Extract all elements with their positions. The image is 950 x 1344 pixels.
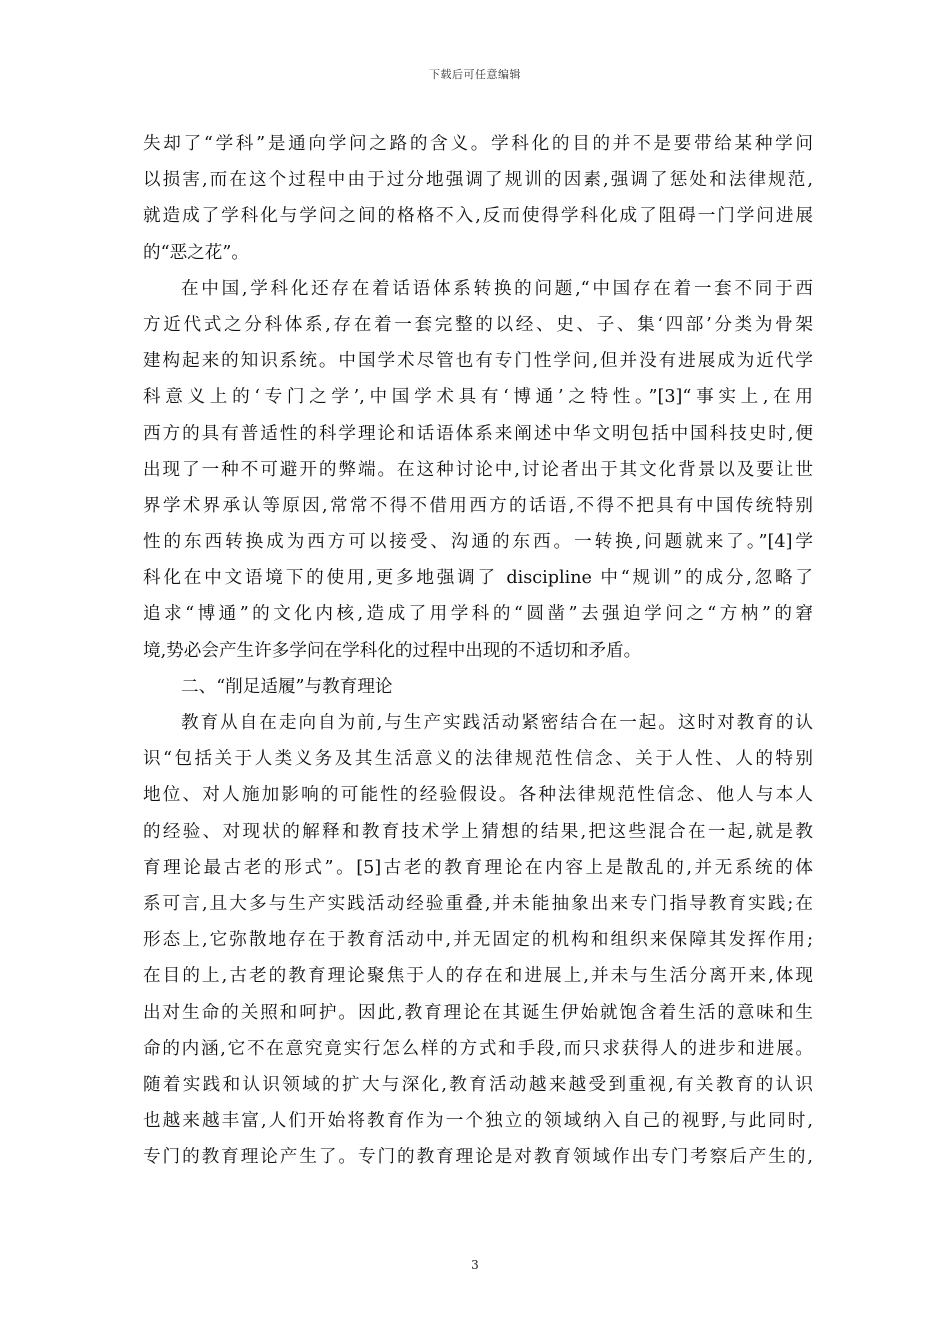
text-line: 也越来越丰富,人们开始将教育作为一个独立的领域纳入自己的视野,与此同时,: [143, 1111, 813, 1132]
text-line: 西方的具有普适性的科学理论和话语体系来阐述中华文明包括中国科技史时,便: [143, 423, 813, 444]
text-line: 地位、对人施加影响的可能性的经验假设。各种法律规范性信念、他人与本人: [143, 785, 813, 806]
text-line: 的经验、对现状的解释和教育技术学上猜想的结果,把这些混合在一起,就是教: [143, 821, 813, 842]
text-line: 形态上,它弥散地存在于教育活动中,并无固定的机构和组织来保障其发挥作用;: [143, 930, 813, 951]
text-line: 育理论最古老的形式”。[5]古老的教育理论在内容上是散乱的,并无系统的体: [143, 857, 813, 878]
text-line: 建构起来的知识系统。中国学术尽管也有专门性学问,但并没有进展成为近代学: [143, 351, 813, 372]
text-line: 以损害,而在这个过程中由于过分地强调了规训的因素,强调了惩处和法律规范,: [143, 170, 813, 191]
text-line: 命的内涵,它不在意究竟实行怎么样的方式和手段,而只求获得人的进步和进展。: [143, 1038, 813, 1059]
text-line: 科意义上的‘专门之学’,中国学术具有‘博通’之特性。”[3]“事实上,在用: [143, 387, 813, 408]
text-line: 教育从自在走向自为前,与生产实践活动紧密结合在一起。这时对教育的认: [181, 713, 813, 733]
text-line: 就造成了学科化与学问之间的格格不入,反而使得学科化成了阻碍一门学问进展: [143, 206, 813, 227]
text-line: 的“恶之花”。: [143, 242, 249, 263]
text-line: 失却了“学科”是通向学问之路的含义。学科化的目的并不是要带给某种学问: [143, 134, 813, 154]
text-line: 追求“博通”的文化内核,造成了用学科的“圆凿”去强迫学问之“方枘”的窘: [143, 604, 813, 625]
page-number: 3: [471, 1258, 479, 1272]
body-text: [143, 126, 813, 1175]
section-heading: 二、“削足适履”与教育理论: [181, 676, 393, 697]
page-header: 下载后可任意编辑: [429, 68, 521, 81]
text-line: 在中国,学科化还存在着话语体系转换的问题,“中国存在着一套不同于西: [181, 278, 813, 299]
text-line: 方近代式之分科体系,存在着一套完整的以经、史、子、集‘四部’分类为骨架: [143, 314, 813, 335]
text-line: 境,势必会产生许多学问在学科化的过程中出现的不适切和矛盾。: [143, 640, 642, 661]
text-line: 专门的教育理论产生了。专门的教育理论是对教育领域作出专门考察后产生的,: [143, 1147, 813, 1168]
text-line: 在目的上,古老的教育理论聚焦于人的存在和进展上,并未与生活分离开来,体现: [143, 966, 813, 987]
text-line: 界学术界承认等原因,常常不得不借用西方的话语,不得不把具有中国传统特别: [143, 495, 813, 516]
text-line: 识“包括关于人类义务及其生活意义的法律规范性信念、关于人性、人的特别: [143, 749, 813, 770]
text-line: 出对生命的关照和呵护。因此,教育理论在其诞生伊始就饱含着生活的意味和生: [143, 1002, 813, 1023]
text-line: 随着实践和认识领域的扩大与深化,教育活动越来越受到重视,有关教育的认识: [143, 1074, 813, 1095]
text-line: 科化在中文语境下的使用,更多地强调了 discipline 中“规训”的成分,忽略了: [143, 568, 813, 589]
text-line: 系可言,且大多与生产实践活动经验重叠,并未能抽象出来专门指导教育实践;在: [143, 893, 813, 914]
text-line: 性的东西转换成为西方可以接受、沟通的东西。一转换,问题就来了。”[4]学: [143, 532, 813, 553]
text-line: 出现了一种不可避开的弊端。在这种讨论中,讨论者出于其文化背景以及要让世: [143, 459, 813, 480]
